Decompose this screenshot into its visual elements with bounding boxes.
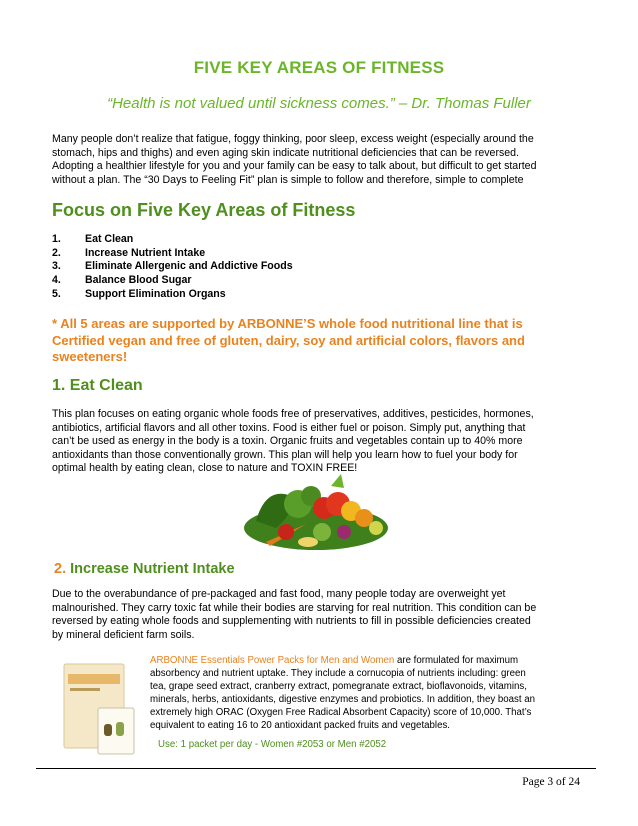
product-line: tea, grape seed extract, cranberry extract, pomegranate extract, bioflavonoids, vitamins, bbox=[150, 681, 527, 692]
product-line: absorbency and nutrient uptake. They include a cornucopia of nutrients including: green bbox=[150, 668, 526, 679]
list-item bbox=[52, 260, 293, 274]
nutrient-paragraph bbox=[52, 588, 592, 642]
power-pack-product-image bbox=[62, 662, 142, 756]
footer-divider bbox=[36, 768, 596, 769]
intro-line: stomach, hips and thighs) and even aging skin indicate nutritional deficiencies that can be reversed. bbox=[52, 146, 519, 159]
product-line: extremely high ORAC (Oxygen Free Radical Absorbent Capacity) score of 10,000. That’s bbox=[150, 707, 532, 718]
power-pack-description bbox=[150, 654, 590, 732]
list-label: Support Elimination Organs bbox=[85, 287, 226, 300]
nutrient-heading-number: 2. bbox=[54, 561, 67, 577]
note-line: sweeteners! bbox=[52, 349, 128, 364]
product-line: minerals, herbs, antioxidants, digestive enzymes and probiotics. In addition, they boast an bbox=[150, 694, 536, 705]
product-line: equivalent to eating 16 to 20 antioxidant packed fruits and vegetables. bbox=[150, 720, 450, 731]
list-number: 4. bbox=[52, 274, 61, 287]
nutrient-heading bbox=[54, 561, 235, 577]
list-item bbox=[52, 233, 293, 247]
list-number: 2. bbox=[52, 246, 61, 259]
intro-paragraph bbox=[52, 133, 592, 187]
list-label: Increase Nutrient Intake bbox=[85, 246, 206, 259]
note-line: * All 5 areas are supported by ARBONNE’S whole food nutritional line that is bbox=[52, 316, 523, 331]
nutrient-line: Due to the overabundance of pre-packaged and fast food, many people today are overweight yet bbox=[52, 588, 506, 600]
list-number: 1. bbox=[52, 233, 61, 245]
product-lead: are formulated for maximum bbox=[394, 655, 519, 666]
nutrient-line: by mineral deficient farm soils. bbox=[52, 628, 195, 641]
eat-clean-heading: 1. Eat Clean bbox=[52, 377, 143, 394]
list-label: Balance Blood Sugar bbox=[85, 274, 192, 287]
nutrient-line: reversed by eating whole foods and supplementing with nutrients to fill in possible deficiencies created bbox=[52, 615, 531, 628]
focus-heading: Focus on Five Key Areas of Fitness bbox=[52, 200, 356, 220]
eat-clean-line: antioxidants than those conventionally grown. This plan will help you learn how to fuel your body for bbox=[52, 448, 518, 461]
list-item bbox=[52, 247, 293, 261]
quote: “Health is not valued until sickness comes.” – Dr. Thomas Fuller bbox=[107, 95, 531, 112]
eat-clean-line: optimal health by eating clean, close to nature and TOXIN FREE! bbox=[52, 462, 358, 475]
page-title: FIVE KEY AREAS OF FITNESS bbox=[193, 58, 445, 77]
vegetables-image bbox=[236, 466, 396, 556]
nutrient-heading-text: Increase Nutrient Intake bbox=[66, 561, 235, 577]
intro-line: without a plan. The “30 Days to Feeling Fit” plan is simple to follow and therefore, simple to complete bbox=[52, 173, 524, 186]
list-number: 5. bbox=[52, 287, 61, 300]
intro-line: Many people don’t realize that fatigue, foggy thinking, poor sleep, excess weight (especially around the bbox=[52, 133, 534, 145]
nutrient-line: malnourished. They carry toxic fat while their bodies are starving for real nutrition. This condition can be bbox=[52, 601, 537, 614]
usage-text: Use: 1 packet per day - Women #2053 or Men #2052 bbox=[158, 739, 387, 750]
list-label: Eliminate Allergenic and Addictive Foods bbox=[85, 260, 293, 273]
product-name: ARBONNE Essentials Power Packs for Men and Women bbox=[150, 655, 395, 666]
arbonne-note bbox=[52, 316, 582, 366]
focus-list bbox=[52, 233, 293, 302]
page-number: Page 3 of 24 bbox=[522, 776, 580, 788]
eat-clean-line: antibiotics, artificial flavors and all other toxins. Food is either fuel or poison. Simply put, anything that bbox=[52, 421, 526, 434]
list-label: Eat Clean bbox=[85, 233, 134, 245]
eat-clean-line: can’t be used as energy in the body is a toxin. Organic fruits and vegetables contain up to 40% more bbox=[52, 435, 523, 448]
list-item bbox=[52, 288, 293, 302]
intro-line: Adopting a healthier lifestyle for you and your family can be easy to talk about, but difficult to get started bbox=[52, 160, 537, 173]
list-number: 3. bbox=[52, 260, 61, 273]
list-item bbox=[52, 274, 293, 288]
note-line: Certified vegan and free of gluten, dairy, soy and artificial colors, flavors and bbox=[52, 332, 525, 348]
eat-clean-line: This plan focuses on eating organic whole foods free of preservatives, additives, pesticides, hormones, bbox=[52, 408, 534, 420]
